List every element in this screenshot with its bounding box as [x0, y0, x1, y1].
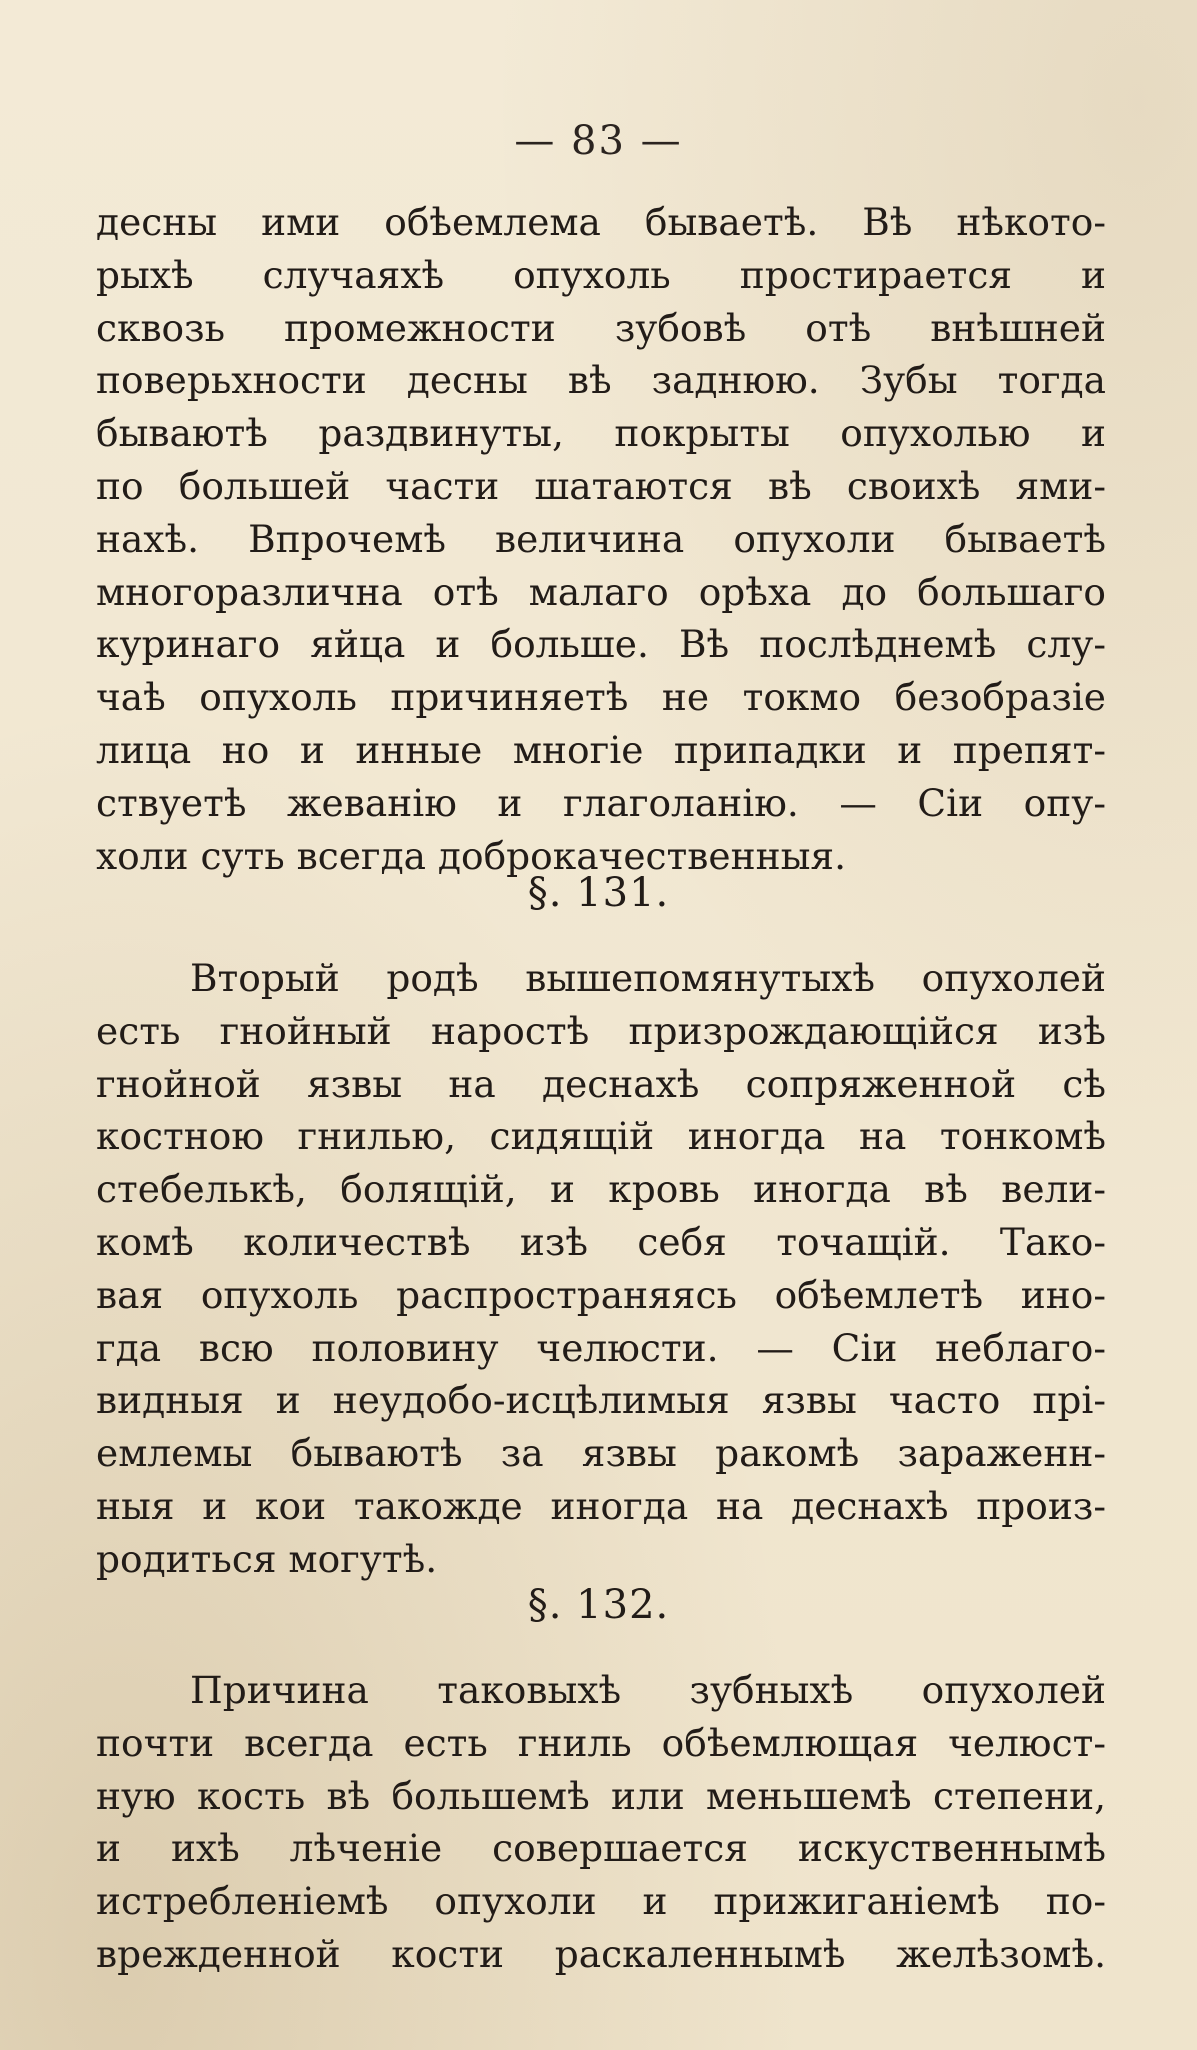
text-line: по большей части шатаются вѣ своихѣ ями- — [96, 463, 1106, 508]
section-132-paragraph — [96, 1664, 1106, 1981]
page-number: — 83 — — [514, 118, 683, 164]
text-line: десны ими обѣемлема бываетѣ. Вѣ нѣкото- — [96, 200, 1106, 244]
text-line: ную кость вѣ большемѣ или меньшемѣ степени, — [96, 1773, 1106, 1818]
paragraph-continued — [96, 196, 1106, 882]
text-line: истребленіемѣ опухоли и прижиганіемѣ по- — [96, 1879, 1106, 1924]
text-line: и ихѣ лѣченіе совершается искуственнымѣ — [96, 1826, 1106, 1871]
text-line: лица но и инные многіе припадки и препят- — [96, 727, 1106, 772]
text-line: Причина таковыхѣ зубныхѣ опухолей — [190, 1668, 1106, 1712]
text-line: стебелькѣ, болящій, и кровь иногда вѣ вели- — [96, 1167, 1106, 1212]
text-line: холи суть всегда доброкачественныя. — [96, 833, 846, 878]
text-line: Вторый родѣ вышепомянутыхѣ опухолей — [190, 956, 1106, 1000]
text-line: сквозь промежности зубовѣ отѣ внѣшней — [96, 305, 1106, 350]
section-heading-132: §. 132. — [527, 1582, 670, 1628]
text-line: вая опухоль распространяясь обѣемлетѣ ино- — [96, 1272, 1106, 1317]
text-line: ныя и кои такожде иногда на деснахѣ произ- — [96, 1483, 1106, 1528]
section-131-paragraph — [96, 952, 1106, 1586]
section-heading-131: §. 131. — [527, 870, 670, 916]
text-line: рыхѣ случаяхѣ опухоль простирается и — [96, 252, 1106, 297]
text-line: куринаго яйца и больше. Вѣ послѣднемѣ слу- — [96, 622, 1106, 667]
text-line: видныя и неудобо-исцѣлимыя язвы часто прі- — [96, 1378, 1106, 1423]
text-line: почти всегда есть гниль обѣемлющая челюст- — [96, 1720, 1106, 1765]
text-line: бываютѣ раздвинуты, покрыты опухолью и — [96, 411, 1106, 456]
text-line: костною гнилью, сидящій иногда на тонкомѣ — [96, 1114, 1106, 1159]
text-line: родиться могутѣ. — [96, 1536, 438, 1581]
text-line: поверьхности десны вѣ заднюю. Зубы тогда — [96, 358, 1106, 403]
text-line: нахѣ. Впрочемѣ величина опухоли бываетѣ — [96, 516, 1106, 561]
text-line: ствуетѣ жеванію и глаголанію. — Сіи опу- — [96, 780, 1106, 825]
text-line: многоразлична отѣ малаго орѣха до большаго — [96, 569, 1106, 614]
text-line: гнойной язвы на деснахѣ сопряженной сѣ — [96, 1061, 1106, 1106]
text-line: есть гнойный наростѣ призрождающійся изѣ — [96, 1008, 1106, 1053]
text-line: емлемы бываютѣ за язвы ракомѣ зараженн- — [96, 1431, 1106, 1476]
text-line: комѣ количествѣ изѣ себя точащій. Тако- — [96, 1219, 1106, 1264]
text-line: врежденной кости раскаленнымѣ желѣзомѣ. — [96, 1931, 1106, 1976]
text-line: чаѣ опухоль причиняетѣ не токмо безобразіе — [96, 675, 1106, 720]
text-line: гда всю половину челюсти. — Сіи неблаго- — [96, 1325, 1106, 1370]
